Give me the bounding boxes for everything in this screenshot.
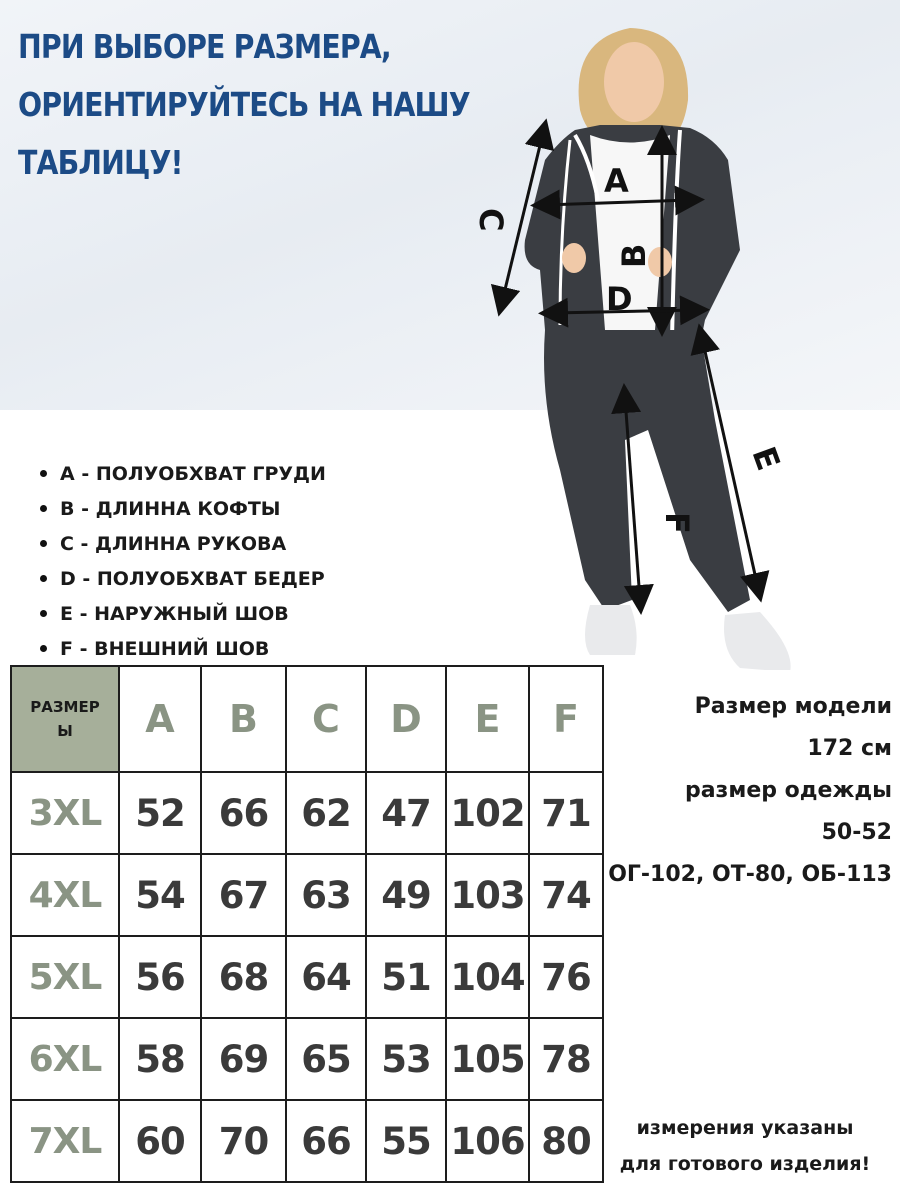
legend-text: B - ДЛИННА КОФТЫ — [60, 497, 281, 520]
size-header-line-1: РАЗМЕР — [30, 698, 100, 716]
model-shoes — [585, 605, 791, 670]
label-c: C — [472, 208, 510, 232]
legend-item — [40, 596, 326, 631]
label-b: B — [615, 243, 653, 268]
headline-line-1: ПРИ ВЫБОРЕ РАЗМЕРА, — [18, 27, 391, 66]
size-header-line-2: Ы — [57, 722, 73, 740]
legend-item — [40, 526, 326, 561]
size-column-header — [11, 666, 119, 772]
legend-item — [40, 456, 326, 491]
model-pants — [544, 330, 750, 612]
label-e: E — [744, 441, 788, 476]
value-cell: 66 — [286, 1100, 366, 1182]
value-cell: 56 — [119, 936, 201, 1018]
value-cell: 103 — [446, 854, 529, 936]
size-cell: 4XL — [11, 854, 119, 936]
model-info-line: 172 см — [807, 736, 892, 761]
value-cell: 51 — [366, 936, 446, 1018]
model-figure — [470, 20, 900, 670]
value-cell: 68 — [201, 936, 286, 1018]
model-info-line: ОГ-102, ОТ-80, ОБ-113 — [608, 862, 892, 887]
column-header-d: D — [366, 666, 446, 772]
value-cell: 49 — [366, 854, 446, 936]
value-cell: 74 — [529, 854, 603, 936]
value-cell: 80 — [529, 1100, 603, 1182]
value-cell: 76 — [529, 936, 603, 1018]
model-info-line: размер одежды — [684, 778, 892, 803]
model-info-line: Размер модели — [694, 694, 892, 719]
measurement-note — [600, 1110, 890, 1182]
value-cell: 78 — [529, 1018, 603, 1100]
bullet-icon — [40, 470, 47, 477]
table-header-row — [11, 666, 603, 772]
column-header-e: E — [446, 666, 529, 772]
value-cell: 105 — [446, 1018, 529, 1100]
value-cell: 66 — [201, 772, 286, 854]
column-header-c: C — [286, 666, 366, 772]
legend-item — [40, 631, 326, 666]
label-f: F — [658, 512, 696, 534]
value-cell: 70 — [201, 1100, 286, 1182]
column-header-f: F — [529, 666, 603, 772]
legend-item — [40, 561, 326, 596]
value-cell: 64 — [286, 936, 366, 1018]
size-table — [10, 665, 604, 1183]
note-line: для готового изделия! — [619, 1153, 871, 1175]
legend-text: C - ДЛИННА РУКОВА — [60, 532, 287, 555]
bullet-icon — [40, 540, 47, 547]
headline — [18, 18, 470, 192]
table-row — [11, 1100, 603, 1182]
legend-text: F - ВНЕШНИЙ ШОВ — [60, 637, 270, 660]
legend-text: A - ПОЛУОБХВАТ ГРУДИ — [60, 462, 326, 485]
value-cell: 106 — [446, 1100, 529, 1182]
table-row — [11, 936, 603, 1018]
value-cell: 69 — [201, 1018, 286, 1100]
value-cell: 54 — [119, 854, 201, 936]
value-cell: 102 — [446, 772, 529, 854]
value-cell: 71 — [529, 772, 603, 854]
bullet-icon — [40, 505, 47, 512]
legend-text: D - ПОЛУОБХВАТ БЕДЕР — [60, 567, 325, 590]
model-info — [608, 686, 892, 896]
value-cell: 58 — [119, 1018, 201, 1100]
headline-line-3: ТАБЛИЦУ! — [18, 143, 183, 182]
model-head — [579, 28, 688, 140]
value-cell: 55 — [366, 1100, 446, 1182]
table-row — [11, 772, 603, 854]
size-cell: 6XL — [11, 1018, 119, 1100]
value-cell: 52 — [119, 772, 201, 854]
table-row — [11, 854, 603, 936]
size-cell: 7XL — [11, 1100, 119, 1182]
size-cell: 3XL — [11, 772, 119, 854]
label-a: A — [604, 162, 629, 200]
value-cell: 67 — [201, 854, 286, 936]
measurement-legend — [40, 456, 326, 666]
headline-line-2: ОРИЕНТИРУЙТЕСЬ НА НАШУ — [18, 85, 470, 124]
value-cell: 65 — [286, 1018, 366, 1100]
legend-text: E - НАРУЖНЫЙ ШОВ — [60, 602, 289, 625]
bullet-icon — [40, 610, 47, 617]
column-header-a: A — [119, 666, 201, 772]
value-cell: 53 — [366, 1018, 446, 1100]
column-header-b: B — [201, 666, 286, 772]
bullet-icon — [40, 575, 47, 582]
legend-item — [40, 491, 326, 526]
model-info-line: 50-52 — [821, 820, 892, 845]
table-row — [11, 1018, 603, 1100]
size-cell: 5XL — [11, 936, 119, 1018]
label-d: D — [606, 280, 633, 318]
value-cell: 47 — [366, 772, 446, 854]
note-line: измерения указаны — [636, 1117, 854, 1139]
value-cell: 104 — [446, 936, 529, 1018]
value-cell: 60 — [119, 1100, 201, 1182]
value-cell: 63 — [286, 854, 366, 936]
value-cell: 62 — [286, 772, 366, 854]
bullet-icon — [40, 645, 47, 652]
